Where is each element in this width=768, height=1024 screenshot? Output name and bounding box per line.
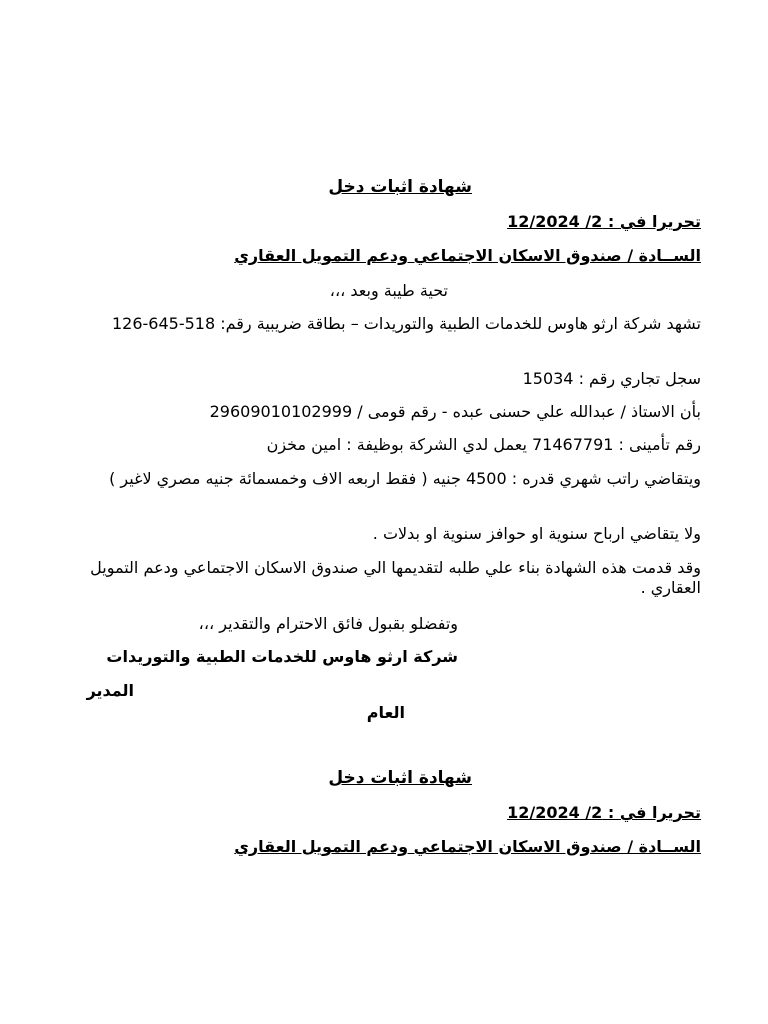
signature-title-general: العام — [366, 703, 405, 722]
company-paragraph: تشهد شركة ارثو هاوس للخدمات الطبية والتوريدات – بطاقة ضريبية رقم: 518-645-126 — [111, 314, 701, 333]
date-line: تحريرا في : 2/ 12/2024 — [507, 212, 701, 231]
commercial-register-line: سجل تجاري رقم : 15034 — [522, 369, 701, 388]
addressee-line-2: الســادة / صندوق الاسكان الاجتماعي ودعم التمويل العقاري — [234, 837, 701, 856]
closing-line: وتفضلو بقبول فائق الاحترام والتقدير ،،، — [198, 614, 458, 633]
no-profits-line: ولا يتقاضي ارباح سنوية او حوافز سنوية او بدلات . — [372, 524, 701, 543]
insurance-line: رقم تأمينى : 71467791 يعمل لدي الشركة بوظيفة : امين مخزن — [266, 435, 701, 454]
greeting-line: تحية طيبة وبعد ،،، — [329, 281, 448, 300]
date-line-2: تحريرا في : 2/ 12/2024 — [507, 803, 701, 822]
salary-paragraph: ويتقاضي راتب شهري قدره : 4500 جنيه ( فقط اربعه الاف وخمسمائة جنيه مصري لاغير ) — [109, 469, 701, 488]
certificate-title: شهادة اثبات دخل — [328, 177, 472, 197]
signature-title-manager: المدير — [86, 681, 134, 700]
addressee-line: الســادة / صندوق الاسكان الاجتماعي ودعم التمويل العقاري — [234, 246, 701, 265]
signature-company: شركة ارثو هاوس للخدمات الطبية والتوريدات — [106, 647, 458, 666]
employee-line: بأن الاستاذ / عبدالله علي حسنى عبده - رقم قومى / 29609010102999 — [209, 402, 701, 421]
certificate-title-2: شهادة اثبات دخل — [328, 768, 472, 788]
purpose-paragraph: وقد قدمت هذه الشهادة بناء علي طلبه لتقديمها الي صندوق الاسكان الاجتماعي ودعم التمويل العقاري . — [90, 558, 701, 597]
